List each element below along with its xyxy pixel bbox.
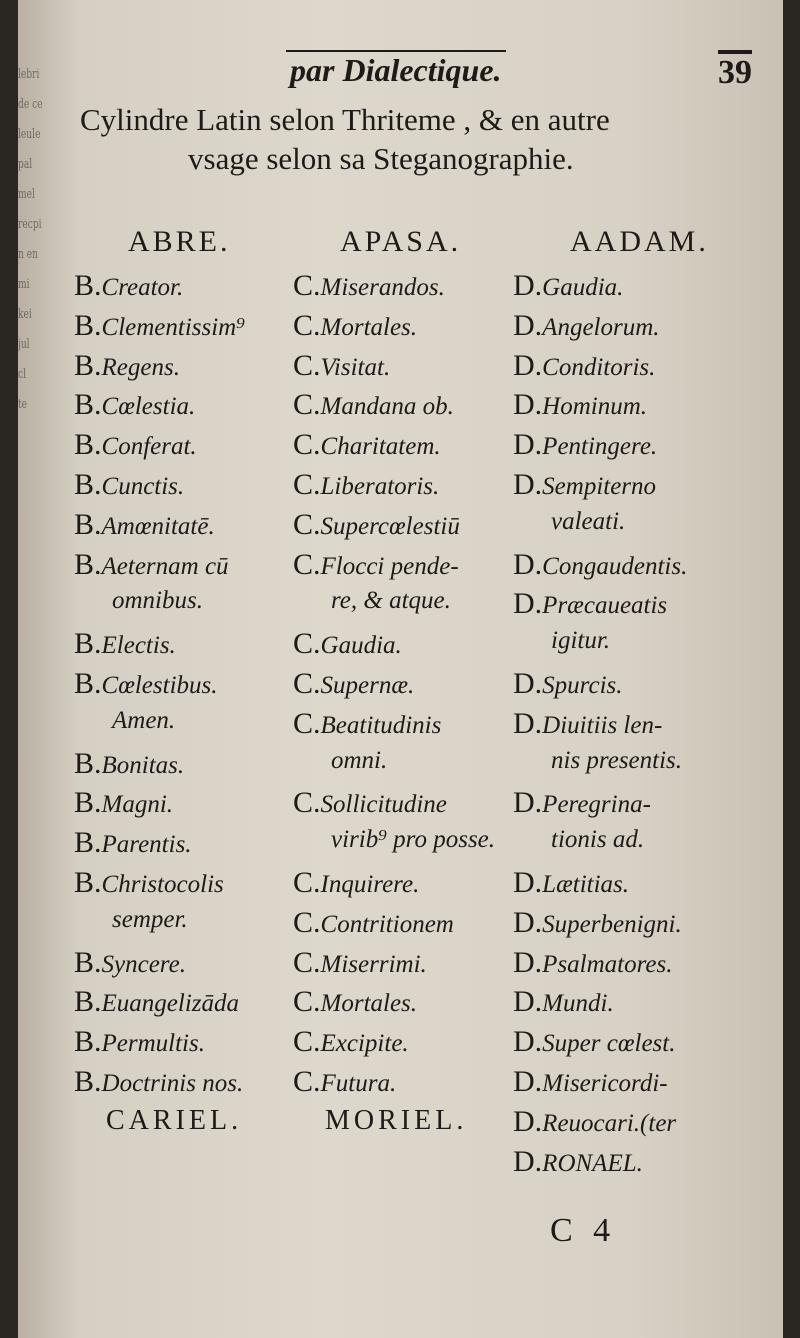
entry-word: Mortales. [320, 990, 418, 1018]
column-footer: MORIEL. [325, 1104, 468, 1136]
cipher-entry [112, 707, 175, 735]
entry-letter: B. [74, 985, 102, 1019]
entry-letter: C. [293, 547, 321, 581]
entry-word: valeati. [551, 507, 626, 535]
cipher-entry [293, 388, 454, 422]
cipher-entry [293, 906, 454, 940]
entry-letter: D. [513, 348, 543, 382]
cipher-entry [293, 468, 439, 502]
cipher-entry [74, 747, 184, 781]
entry-word: igitur. [551, 627, 611, 655]
column-footer: CARIEL. [106, 1104, 243, 1136]
entry-letter: C. [293, 388, 321, 422]
section-title-line-1: Cylindre Latin selon Thriteme , & en autre [80, 102, 610, 137]
cipher-entry [551, 826, 644, 854]
entry-letter: B. [74, 667, 102, 700]
entry-word: Mortales. [320, 313, 418, 341]
entry-word: Cœlestia. [101, 393, 196, 421]
entry-word: Electis. [101, 632, 176, 660]
entry-word: Flocci pende- [320, 552, 459, 580]
entry-letter: B. [74, 348, 102, 382]
entry-word: Pentingere. [542, 433, 658, 461]
entry-letter: B. [74, 388, 102, 422]
page-number: 39 [718, 50, 752, 92]
entry-letter: C. [293, 786, 321, 820]
cipher-entry [513, 1105, 676, 1139]
entry-word: Parentis. [101, 831, 192, 859]
entry-letter: D. [513, 985, 543, 1019]
cipher-entry [293, 946, 427, 980]
cipher-entry [112, 587, 203, 615]
gutter-fragment: cl [18, 367, 27, 382]
cipher-entry [513, 349, 655, 383]
entry-word: Supernæ. [320, 672, 415, 699]
entry-word: Hominum. [542, 393, 648, 421]
cipher-entry [513, 906, 682, 940]
entry-word: Syncere. [101, 950, 186, 978]
cipher-entry [74, 349, 180, 383]
entry-word: Misericordi- [542, 1070, 668, 1097]
cipher-entry [331, 587, 451, 615]
entry-word: Christocolis [101, 871, 224, 898]
cipher-entry [74, 826, 192, 860]
entry-letter: D. [513, 706, 543, 740]
entry-letter: D. [513, 1104, 543, 1138]
entry-letter: D. [513, 945, 543, 979]
entry-word: Cunctis. [101, 473, 185, 500]
gutter-fragment: de ce [18, 97, 43, 112]
entry-word: Miserandos. [320, 274, 445, 301]
cipher-entry [513, 946, 673, 980]
cipher-entry [293, 309, 417, 343]
entry-word: Bonitas. [101, 751, 185, 779]
column-heading: APASA. [340, 225, 462, 258]
column-heading: ABRE. [128, 225, 231, 258]
entry-word: Futura. [320, 1070, 397, 1097]
cipher-entry [293, 508, 460, 542]
entry-word: tionis ad. [551, 826, 645, 854]
entry-word: RONAEL. [542, 1149, 643, 1177]
cipher-entry [513, 786, 651, 820]
gutter-fragment: mel [18, 187, 35, 202]
entry-word: Superbenigni. [542, 910, 682, 938]
cipher-entry [513, 428, 657, 462]
entry-letter: C. [293, 667, 321, 700]
entry-word: Inquirere. [320, 871, 420, 898]
entry-word: Super cœlest. [542, 1030, 676, 1058]
cipher-entry [293, 786, 447, 820]
cipher-entry [513, 707, 662, 741]
entry-letter: D. [513, 667, 543, 700]
cipher-entry [293, 707, 441, 741]
cipher-entry [74, 946, 186, 980]
entry-word: Contritionem [320, 910, 454, 938]
cipher-entry [74, 468, 184, 502]
entry-letter: D. [513, 468, 543, 501]
entry-letter: C. [293, 866, 321, 899]
entry-letter: B. [74, 786, 102, 820]
gutter-fragment: jul [18, 337, 30, 352]
entry-word: omni. [331, 746, 388, 774]
cipher-entry [74, 627, 176, 661]
cipher-entry [293, 1025, 409, 1059]
cipher-entry [513, 269, 623, 303]
entry-letter: C. [293, 985, 321, 1019]
cipher-entry [513, 866, 629, 900]
entry-letter: C. [293, 1065, 321, 1098]
entry-letter: C. [293, 706, 321, 740]
entry-letter: C. [293, 507, 321, 541]
entry-letter: C. [293, 428, 321, 462]
cipher-entry [293, 269, 445, 303]
entry-word: Charitatem. [320, 433, 441, 461]
cipher-entry [74, 667, 218, 701]
gutter-fragment: recpi [18, 217, 42, 232]
entry-letter: D. [513, 1144, 543, 1178]
entry-word: virib⁹ pro posse. [331, 826, 496, 854]
cipher-entry [74, 309, 245, 343]
entry-word: Psalmatores. [542, 950, 673, 978]
cipher-entry [513, 985, 614, 1019]
entry-word: Beatitudinis [320, 711, 442, 739]
cipher-entry [293, 985, 417, 1019]
entry-letter: C. [293, 468, 321, 501]
cipher-entry [74, 985, 239, 1019]
entry-word: Miserrimi. [320, 950, 427, 978]
entry-letter: B. [74, 746, 102, 780]
cipher-entry [74, 269, 183, 303]
gutter-fragment: leule [18, 127, 41, 142]
cipher-entry [112, 906, 188, 934]
entry-word: Liberatoris. [320, 473, 440, 500]
entry-word: Permultis. [101, 1030, 205, 1058]
entry-word: Gaudia. [320, 632, 402, 660]
entry-letter: D. [513, 269, 543, 302]
entry-word: Angelorum. [542, 313, 660, 341]
entry-word: Diuitiis len- [542, 711, 663, 739]
entry-letter: D. [513, 587, 543, 621]
running-title: par Dialectique. [286, 50, 506, 89]
cipher-entry [74, 388, 195, 422]
entry-word: Conditoris. [542, 353, 656, 381]
entry-letter: B. [74, 468, 102, 501]
cipher-entry [513, 667, 623, 701]
cipher-entry [551, 508, 625, 536]
cipher-entry [513, 1025, 676, 1059]
cipher-entry [74, 1065, 243, 1099]
entry-word: re, & atque. [331, 587, 451, 615]
gutter-fragment: mi [18, 277, 30, 292]
entry-word: Gaudia. [542, 274, 624, 301]
entry-letter: D. [513, 308, 543, 342]
cipher-entry [513, 548, 687, 582]
entry-letter: B. [74, 866, 102, 899]
cipher-entry [331, 747, 387, 775]
cipher-entry [293, 866, 419, 900]
entry-word: Præcaueatis [542, 592, 668, 620]
gutter-fragment: te [18, 397, 28, 412]
signature-mark: C 4 [550, 1212, 617, 1249]
cipher-entry [513, 587, 667, 621]
cipher-entry [513, 1065, 668, 1099]
cipher-entry [74, 508, 215, 542]
column-heading: AADAM. [570, 225, 709, 258]
entry-word: Sempiterno [542, 473, 657, 500]
entry-word: Magni. [101, 791, 174, 819]
entry-word: Creator. [101, 274, 184, 301]
cipher-entry [331, 826, 495, 854]
cipher-entry [293, 1065, 396, 1099]
entry-word: Peregrina- [542, 791, 651, 819]
book-page [18, 0, 783, 1338]
page-header [18, 50, 783, 95]
entry-letter: C. [293, 308, 321, 342]
entry-word: Supercœlestiū [320, 512, 460, 540]
cipher-entry [293, 428, 441, 462]
cipher-entry [551, 747, 682, 775]
cipher-entry [293, 667, 414, 701]
entry-word: Spurcis. [542, 672, 623, 699]
entry-letter: D. [513, 866, 543, 899]
entry-letter: C. [293, 269, 321, 302]
entry-letter: D. [513, 905, 543, 939]
cipher-entry [74, 548, 229, 582]
entry-letter: B. [74, 1065, 102, 1098]
entry-letter: D. [513, 388, 543, 422]
entry-letter: B. [74, 428, 102, 462]
entry-word: Aeternam cū [101, 552, 229, 580]
entry-word: Reuocari.(ter [542, 1109, 677, 1137]
entry-word: Cœlestibus. [101, 672, 218, 699]
entry-word: Amœnitatē. [101, 512, 215, 540]
cipher-entry [293, 349, 390, 383]
entry-word: nis presentis. [551, 746, 683, 774]
cipher-entry [513, 1145, 643, 1179]
entry-letter: C. [293, 627, 321, 661]
section-title-line-2: vsage selon sa Steganographie. [188, 141, 574, 176]
entry-word: Doctrinis nos. [101, 1070, 244, 1097]
entry-word: Conferat. [101, 433, 197, 461]
entry-word: Regens. [101, 353, 180, 381]
entry-word: Lætitias. [542, 871, 630, 898]
entry-word: omnibus. [112, 587, 203, 615]
entry-letter: D. [513, 547, 543, 581]
gutter-fragment: lebri [18, 67, 40, 82]
entry-word: Euangelizāda [101, 990, 240, 1018]
cipher-entry [513, 468, 656, 502]
entry-letter: C. [293, 348, 321, 382]
entry-letter: D. [513, 786, 543, 820]
cipher-entry [513, 309, 660, 343]
entry-word: Visitat. [320, 353, 391, 381]
entry-letter: D. [513, 1065, 543, 1098]
cipher-entry [513, 388, 647, 422]
cipher-table [18, 225, 783, 1335]
cipher-entry [74, 866, 224, 900]
cipher-entry [74, 428, 197, 462]
entry-letter: B. [74, 627, 102, 661]
entry-letter: C. [293, 945, 321, 979]
entry-letter: C. [293, 905, 321, 939]
cipher-entry [74, 786, 173, 820]
entry-word: Mundi. [542, 990, 614, 1018]
entry-word: semper. [112, 905, 188, 933]
cipher-entry [293, 548, 459, 582]
gutter-fragment: n en [18, 247, 39, 262]
cipher-entry [74, 1025, 205, 1059]
entry-word: Clementissim⁹ [101, 313, 245, 341]
entry-word: Sollicitudine [320, 791, 447, 819]
entry-letter: B. [74, 308, 102, 342]
entry-letter: B. [74, 547, 102, 581]
entry-word: Amen. [112, 706, 176, 734]
entry-letter: B. [74, 507, 102, 541]
entry-letter: B. [74, 1025, 102, 1059]
entry-letter: D. [513, 1025, 543, 1059]
entry-letter: D. [513, 428, 543, 462]
entry-letter: C. [293, 1025, 321, 1059]
cipher-entry [551, 627, 610, 655]
entry-word: Mandana ob. [320, 393, 454, 421]
cipher-entry [293, 627, 402, 661]
gutter-fragment: pal [18, 157, 33, 172]
entry-letter: B. [74, 269, 102, 302]
entry-letter: B. [74, 826, 102, 860]
gutter-fragment: kei [18, 307, 32, 322]
entry-letter: B. [74, 945, 102, 979]
entry-word: Excipite. [320, 1030, 409, 1058]
entry-word: Congaudentis. [542, 552, 688, 580]
